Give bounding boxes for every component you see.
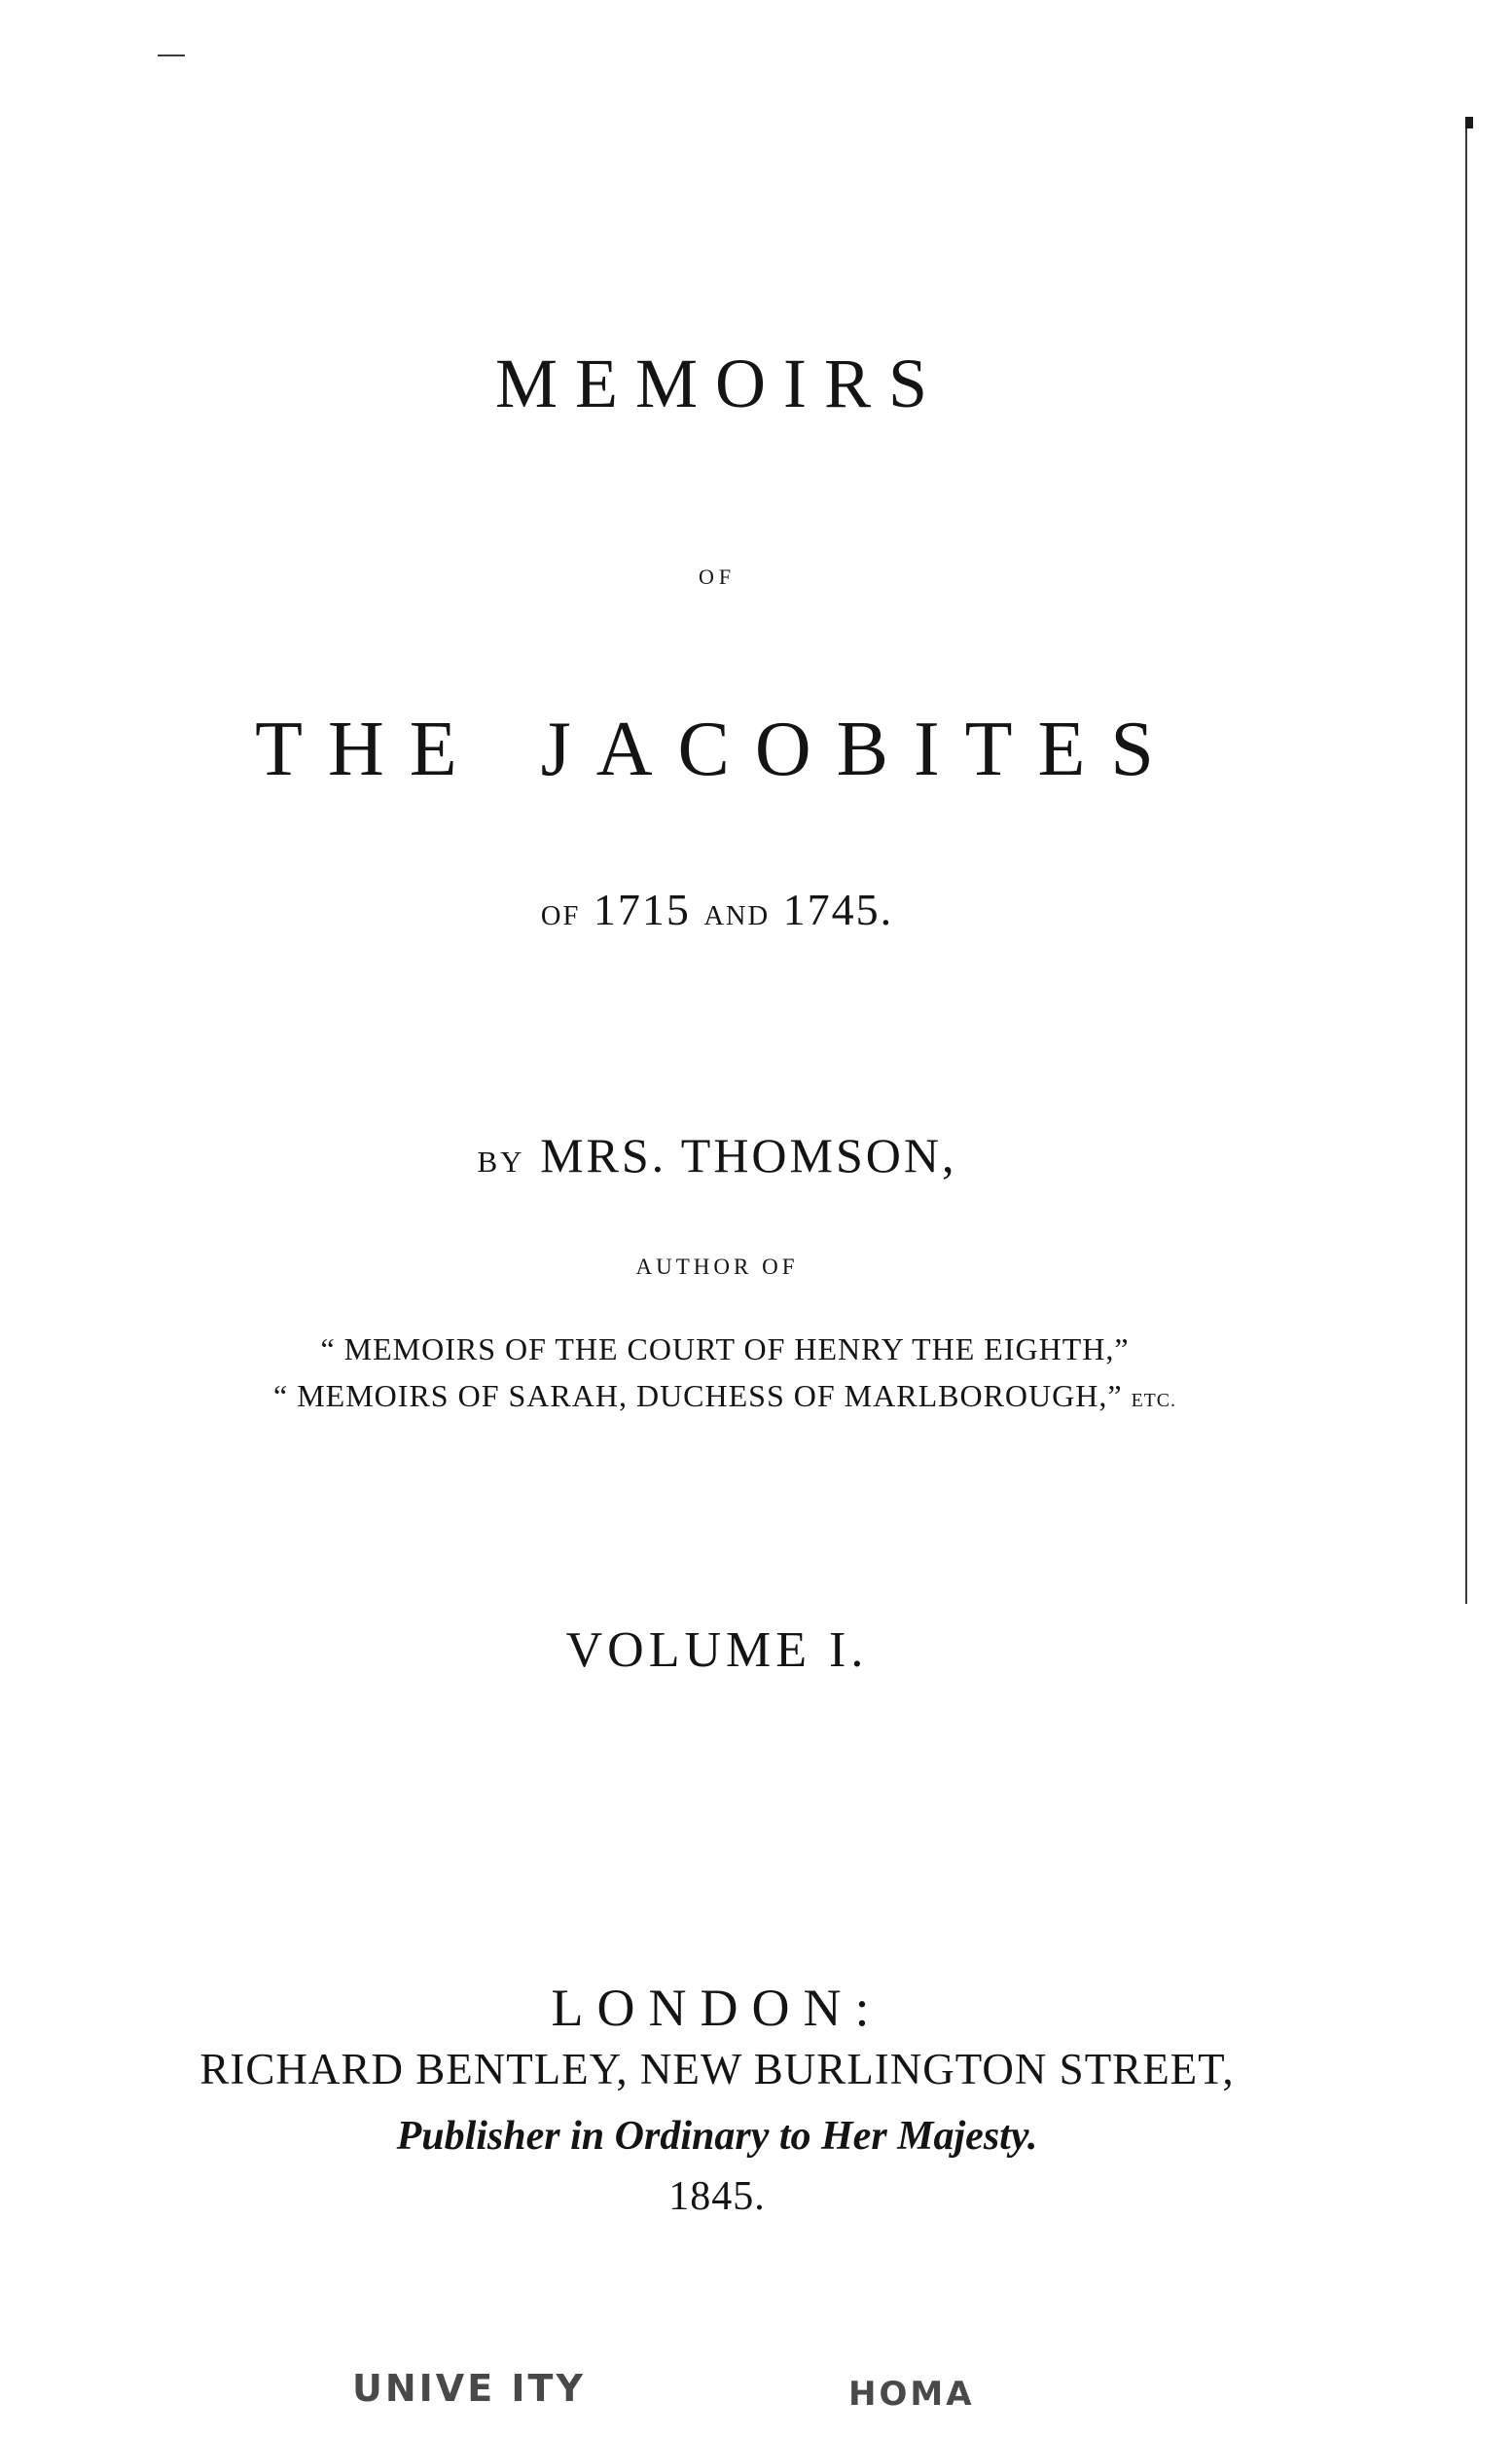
- volume-number: VOLUME I.: [565, 1622, 869, 1678]
- publication-year: 1845.: [668, 2174, 766, 2219]
- byline: [0, 1128, 1434, 1182]
- previous-work-2: [0, 1380, 1450, 1411]
- title-of: OF: [698, 564, 737, 589]
- author-of: AUTHOR OF: [635, 1255, 799, 1279]
- top-margin-rule: [158, 55, 185, 56]
- publisher-title: Publisher in Ordinary to Her Majesty.: [396, 2114, 1038, 2159]
- dates-year-1715: 1715: [593, 885, 691, 934]
- title-subject: [0, 707, 1434, 792]
- dates-of: OF: [540, 901, 581, 931]
- dates-and: AND: [703, 901, 771, 931]
- publisher-name: RICHARD BENTLEY, NEW BURLINGTON STREET,: [199, 2045, 1235, 2093]
- dates-year-1745: 1745.: [782, 885, 894, 934]
- byline-by: BY: [477, 1145, 525, 1179]
- previous-work-1: “ MEMOIRS OF THE COURT OF HENRY THE EIGHTH,”: [320, 1331, 1130, 1366]
- title-jacobites: JACOBITES: [540, 707, 1179, 792]
- title-memoirs: MEMOIRS: [494, 345, 946, 422]
- previous-work-2-title: “ MEMOIRS OF SARAH, DUCHESS OF MARLBOROUGH,”: [273, 1378, 1123, 1413]
- previous-works-etc: ETC.: [1131, 1390, 1176, 1411]
- library-stamp-right: HOMA: [848, 2375, 975, 2414]
- imprint-city: LONDON:: [551, 1979, 883, 2037]
- byline-author: MRS. THOMSON,: [540, 1128, 957, 1182]
- title-dates: [0, 885, 1434, 934]
- page-edge-line: [1465, 125, 1467, 1604]
- title-the: THE: [255, 707, 483, 792]
- page-edge-mark: [1465, 117, 1473, 128]
- library-stamp-left: UNIVE ITY: [352, 2367, 586, 2410]
